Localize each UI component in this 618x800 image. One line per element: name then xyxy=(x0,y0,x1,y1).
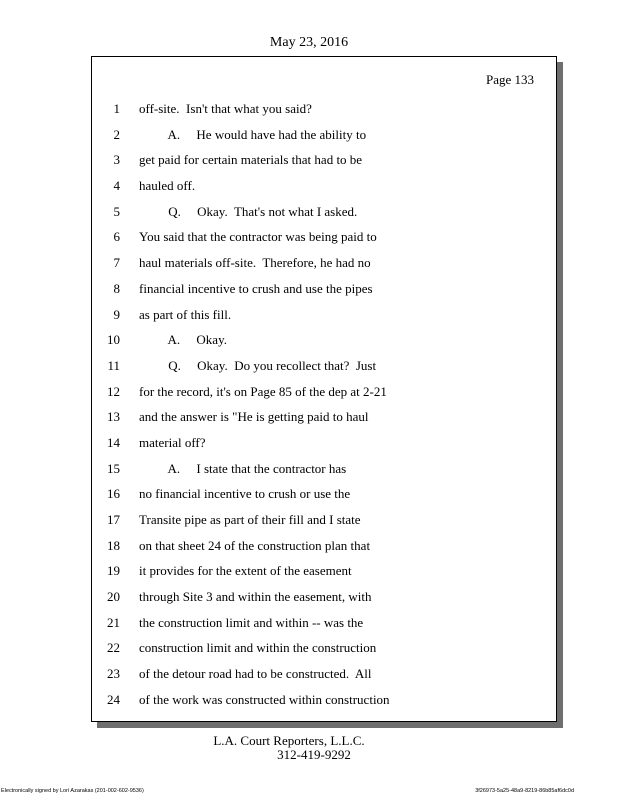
line-number: 15 xyxy=(107,460,120,476)
line-text: as part of this fill. xyxy=(139,306,232,322)
line-number: 4 xyxy=(113,178,120,194)
transcript-line xyxy=(92,693,556,719)
line-number: 9 xyxy=(113,306,120,322)
transcript-line xyxy=(92,205,556,231)
transcript-line xyxy=(92,564,556,590)
line-text: for the record, it's on Page 85 of the dep at 2-21 xyxy=(139,383,387,399)
line-number: 11 xyxy=(107,357,120,373)
page-date: May 23, 2016 xyxy=(269,35,349,50)
line-text: hauled off. xyxy=(139,178,196,194)
line-number: 10 xyxy=(107,332,120,348)
line-number: 24 xyxy=(107,691,120,707)
footer-phone: 312-419-9292 xyxy=(277,747,351,762)
line-number: 5 xyxy=(113,203,120,219)
line-number: 6 xyxy=(113,229,120,245)
transcript-page xyxy=(91,56,557,722)
transcript-line xyxy=(92,436,556,462)
line-number: 21 xyxy=(107,614,120,630)
transcript-line xyxy=(92,385,556,411)
line-text: haul materials off-site. Therefore, he had no xyxy=(139,255,371,271)
line-text: A. He would have had the ability to xyxy=(139,126,367,142)
line-number: 1 xyxy=(113,101,120,116)
transcript-line xyxy=(92,410,556,436)
line-text: Q. Okay. That's not what I asked. xyxy=(139,203,358,219)
line-text: You said that the contractor was being paid to xyxy=(139,229,377,245)
line-number: 16 xyxy=(107,486,120,502)
transcript-line xyxy=(92,153,556,179)
transcript-line xyxy=(92,282,556,308)
line-number: 8 xyxy=(113,280,120,296)
transcript-line xyxy=(92,359,556,385)
transcript-line xyxy=(92,179,556,205)
transcript-lines xyxy=(92,102,556,719)
transcript-line xyxy=(92,462,556,488)
line-text: A. Okay. xyxy=(139,332,227,348)
line-text: construction limit and within the construction xyxy=(139,640,377,656)
transcript-line xyxy=(92,487,556,513)
line-number: 7 xyxy=(113,255,120,271)
line-text: through Site 3 and within the easement, with xyxy=(139,589,372,605)
line-number: 20 xyxy=(107,589,120,605)
transcript-line xyxy=(92,590,556,616)
line-text: material off? xyxy=(139,434,206,450)
line-text: financial incentive to crush and use the pipes xyxy=(139,280,373,296)
transcript-line xyxy=(92,230,556,256)
line-text: of the detour road had to be constructed. All xyxy=(139,666,372,682)
line-text: get paid for certain materials that had to be xyxy=(139,152,363,168)
line-text: Transite pipe as part of their fill and I state xyxy=(139,512,361,527)
line-number: 17 xyxy=(107,512,120,527)
page-number: Page 133 xyxy=(485,72,534,87)
transcript-line xyxy=(92,256,556,282)
line-text: it provides for the extent of the easement xyxy=(139,563,352,579)
line-number: 14 xyxy=(107,434,120,450)
transcript-line xyxy=(92,513,556,539)
line-text: Q. Okay. Do you recollect that? Just xyxy=(139,357,377,373)
line-number: 18 xyxy=(107,537,120,553)
signature-id: 3f26973-5a25-48a9-8219-86b85af6dc0d xyxy=(475,788,574,794)
line-text: and the answer is "He is getting paid to haul xyxy=(139,409,369,425)
transcript-line xyxy=(92,308,556,334)
line-text: no financial incentive to crush or use the xyxy=(139,486,351,502)
line-number: 2 xyxy=(113,126,120,142)
line-number: 23 xyxy=(107,666,120,682)
transcript-line xyxy=(92,128,556,154)
line-text: off-site. Isn't that what you said? xyxy=(139,101,312,116)
line-text: of the work was constructed within construction xyxy=(139,691,390,707)
transcript-line xyxy=(92,539,556,565)
line-number: 13 xyxy=(107,409,120,425)
line-number: 12 xyxy=(107,383,120,399)
transcript-line xyxy=(92,667,556,693)
signature-text: Electronically signed by Lori Azarakas (201-002-602-9536) xyxy=(1,788,144,794)
line-number: 19 xyxy=(107,563,120,579)
line-number: 3 xyxy=(113,152,120,168)
transcript-line xyxy=(92,616,556,642)
line-text: on that sheet 24 of the construction plan that xyxy=(139,537,371,553)
transcript-line xyxy=(92,102,556,128)
line-text: A. I state that the contractor has xyxy=(139,460,347,476)
line-text: the construction limit and within -- was the xyxy=(139,614,364,630)
line-number: 22 xyxy=(107,640,120,656)
transcript-line xyxy=(92,641,556,667)
transcript-line xyxy=(92,333,556,359)
footer-company: L.A. Court Reporters, L.L.C. xyxy=(213,733,365,748)
